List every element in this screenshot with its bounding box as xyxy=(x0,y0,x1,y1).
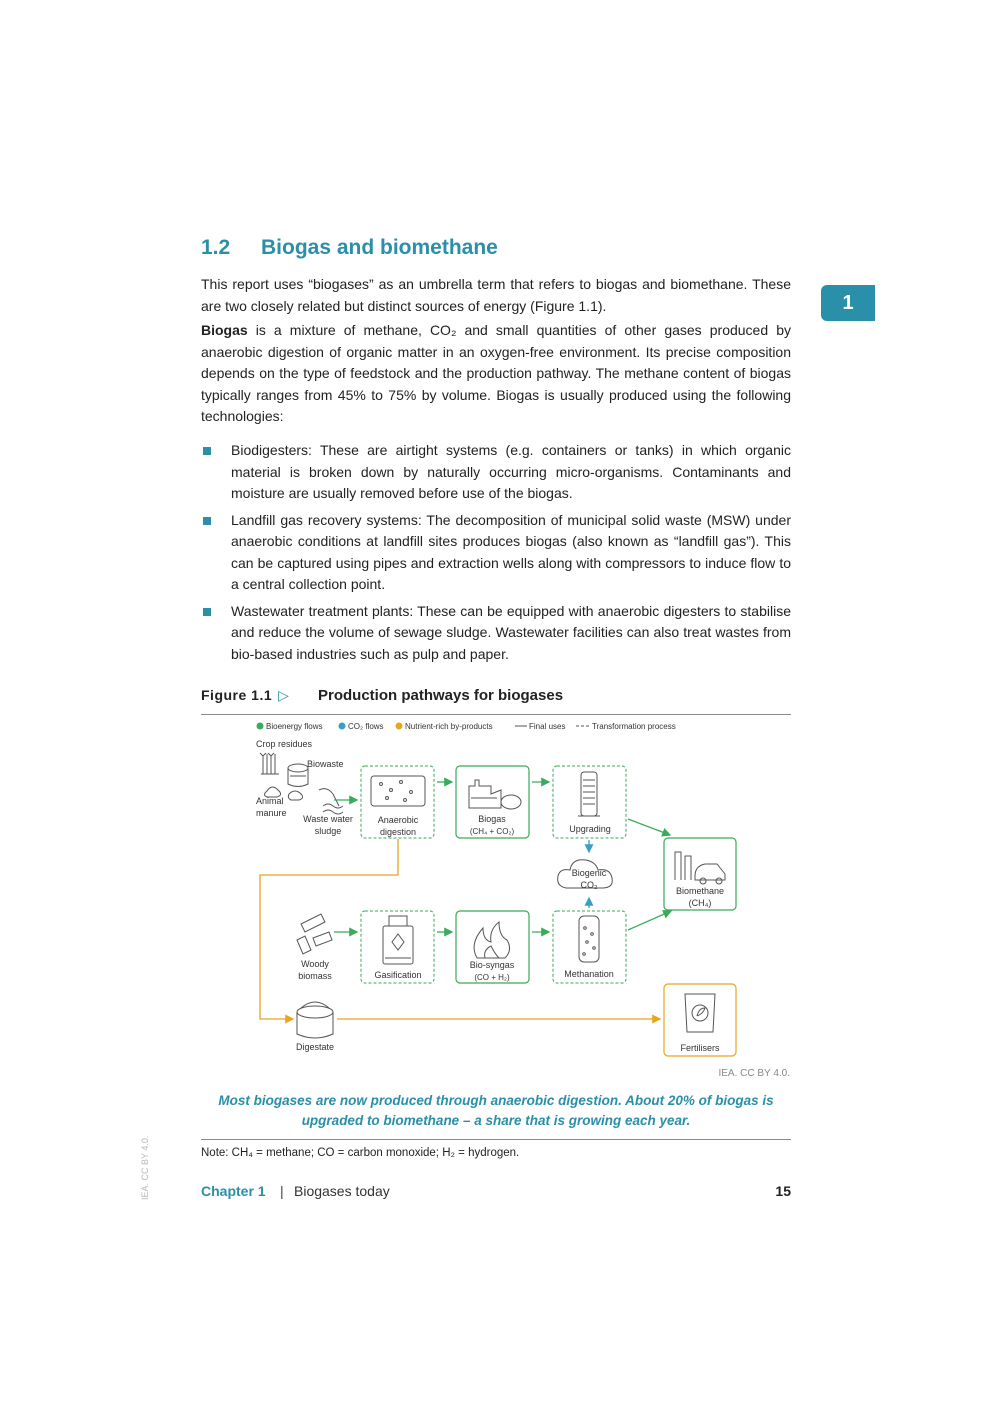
gasifier-icon xyxy=(383,916,413,964)
list-item xyxy=(201,601,791,666)
biogenic-label-1: Biogenic xyxy=(571,868,607,878)
methanation-label: Methanation xyxy=(564,969,614,979)
biomethane-uses-icon xyxy=(675,852,725,884)
woody-biomass-icon xyxy=(297,914,332,954)
upgrading-label: Upgrading xyxy=(569,824,611,834)
biogas-definition: is a mixture of methane, CO₂ and small quantities of other gases produced by anaerobic digestion of organic matter in an oxygen-free environment. Its precise composition depends on the type of feedstock and the production pathway. The methane content of biogas typically ranges from 45% to 75% by volume. Biogas is usually produced using the following technologies: xyxy=(201,322,791,424)
biogas-label-2: (CH₄ + CO₂) xyxy=(469,827,515,836)
intro-paragraph: This report uses “biogases” as an umbrella term that refers to biogas and biomethane. These are two closely related but distinct sources of energy (Figure 1.1). xyxy=(201,276,791,314)
crop-residues-label: Crop residues xyxy=(256,739,313,749)
anaerobic-label-1: Anaerobic xyxy=(377,815,419,825)
legend-dot-co2-icon xyxy=(339,723,346,730)
legend-byproducts: Nutrient-rich by-products xyxy=(405,722,493,731)
digestion-to-digestate-arrow xyxy=(260,839,398,1019)
legend-co2: CO₂ flows xyxy=(348,722,384,731)
upgrading-to-biomethane-arrow xyxy=(628,819,670,835)
animal-manure-label-2: manure xyxy=(256,808,287,818)
section-heading xyxy=(201,236,801,260)
fertiliser-bag-icon xyxy=(685,994,715,1032)
caption-bottom-rule xyxy=(201,1139,791,1140)
legend xyxy=(257,722,676,731)
biogas-paragraph xyxy=(201,320,791,428)
biomethane-label-2: (CH₄) xyxy=(688,898,712,908)
figure-top-rule xyxy=(201,714,791,715)
biogenic-co2-cloud xyxy=(558,860,613,890)
legend-final-uses: Final uses xyxy=(529,722,566,731)
section-title: Biogas and biomethane xyxy=(261,236,498,259)
upgrading-column-icon xyxy=(578,772,600,816)
biogas-label-1: Biogas xyxy=(478,814,506,824)
woody-label-1: Woody xyxy=(301,959,329,969)
legend-dot-byproduct-icon xyxy=(396,723,403,730)
digestate-label: Digestate xyxy=(295,1042,335,1052)
biosyngas-label-1: Bio-syngas xyxy=(469,960,515,970)
gasification-label: Gasification xyxy=(374,970,422,980)
methanation-reactor-icon xyxy=(579,916,599,962)
woody-label-2: biomass xyxy=(298,971,332,981)
legend-bioenergy: Bioenergy flows xyxy=(266,722,323,731)
production-pathways-diagram xyxy=(201,716,791,1064)
figure-caption: Most biogases are now produced through anaerobic digestion. About 20% of biogas is upgraded to biomethane – a share that is growing each year. xyxy=(218,1093,774,1128)
list-item-text: Biodigesters: These are airtight systems (e.g. containers or tanks) in which organic material is broken down by naturally occurring micro-organisms. Contaminants and moisture are usually removed before use of the biogas. xyxy=(231,442,791,501)
waste-water-icon xyxy=(319,789,343,814)
page-number: 15 xyxy=(775,1183,791,1199)
biosyngas-label-2: (CO + H₂) xyxy=(474,973,510,982)
footer-title: Biogases today xyxy=(294,1183,390,1199)
biogas-term: Biogas xyxy=(201,322,248,338)
biowaste-label: Biowaste xyxy=(307,759,344,769)
figure-number: Figure 1.1 xyxy=(201,687,273,703)
bullet-square-icon xyxy=(203,517,211,525)
figure-credit: IEA. CC BY 4.0. xyxy=(718,1068,790,1079)
list-item xyxy=(201,440,791,505)
biogas-plant-icon xyxy=(469,780,521,809)
list-item xyxy=(201,510,791,596)
biomethane-label-1: Biomethane xyxy=(675,886,725,896)
technology-list xyxy=(201,440,791,670)
waste-water-label-2: sludge xyxy=(314,826,342,836)
methanation-to-biomethane-arrow xyxy=(628,911,671,930)
chapter-tab[interactable]: 1 xyxy=(821,285,875,321)
legend-transformation: Transformation process xyxy=(592,722,676,731)
crop-residues-icon xyxy=(260,753,279,774)
legend-dot-bioenergy-icon xyxy=(257,723,264,730)
triangle-right-icon: ▷ xyxy=(278,687,289,703)
footer-chapter-link[interactable]: Chapter 1 xyxy=(201,1183,266,1199)
side-license: IEA. CC BY 4.0. xyxy=(140,1135,150,1200)
figure-label xyxy=(201,687,293,704)
list-item-text: Wastewater treatment plants: These can be equipped with anaerobic digesters to stabilise and reduce the volume of sewage sludge. Wastewater facilities can also treat wastes from bio-based industries such as pulp and paper. xyxy=(231,602,791,662)
fertilisers-label: Fertilisers xyxy=(680,1043,720,1053)
section-number: 1.2 xyxy=(201,236,231,259)
animal-manure-label-1: Animal xyxy=(256,796,284,806)
digestate-icon xyxy=(297,1002,333,1038)
flame-icon xyxy=(474,922,509,958)
figure-title: Production pathways for biogases xyxy=(318,687,564,704)
waste-water-label-1: Waste water xyxy=(303,814,353,824)
biowaste-icon xyxy=(288,764,308,787)
bullet-square-icon xyxy=(203,447,211,455)
footer-separator: | xyxy=(280,1183,284,1199)
anaerobic-label-2: digestion xyxy=(379,827,417,837)
list-item-text: Landfill gas recovery systems: The decomposition of municipal solid waste (MSW) under anaerobic conditions at landfill sites produces biogas (also known as “landfill gas”). This can be captured using pipes and extraction wells along with compressors to induce flow to a central collection point. xyxy=(231,511,791,592)
bullet-square-icon xyxy=(203,608,211,616)
figure-note: Note: CH₄ = methane; CO = carbon monoxide; H₂ = hydrogen. xyxy=(201,1147,520,1159)
digester-icon xyxy=(371,776,425,806)
biogenic-label-2: CO₂ xyxy=(580,880,598,890)
